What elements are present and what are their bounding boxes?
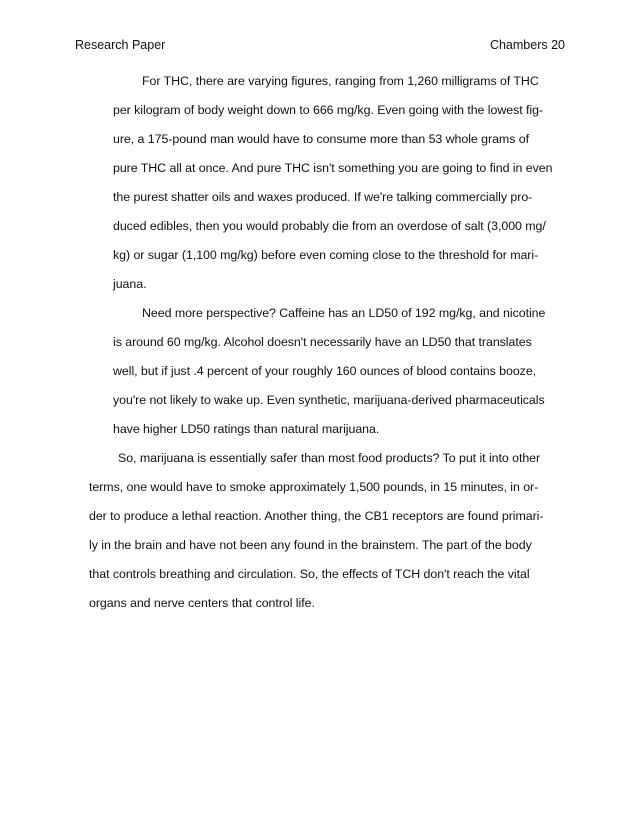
text-line: juana. bbox=[113, 277, 147, 291]
text-line: the purest shatter oils and waxes produced. If we're talking commercially pro- bbox=[113, 190, 533, 204]
text-line: der to produce a lethal reaction. Another thing, the CB1 receptors are found primari- bbox=[89, 509, 544, 523]
text-line: pure THC all at once. And pure THC isn't something you are going to find in even bbox=[113, 161, 553, 175]
text-line: have higher LD50 ratings than natural marijuana. bbox=[113, 422, 380, 436]
text-line: kg) or sugar (1,100 mg/kg) before even coming close to the threshold for mari- bbox=[113, 248, 539, 262]
text-line: For THC, there are varying figures, ranging from 1,260 milligrams of THC bbox=[142, 74, 539, 88]
text-line: ly in the brain and have not been any found in the brainstem. The part of the body bbox=[89, 538, 532, 552]
text-line: per kilogram of body weight down to 666 mg/kg. Even going with the lowest fig- bbox=[113, 103, 544, 117]
running-header-page: Chambers 20 bbox=[489, 38, 565, 52]
text-line: So, marijuana is essentially safer than most food products? To put it into other bbox=[118, 451, 541, 465]
text-line: you're not likely to wake up. Even synthetic, marijuana-derived pharmaceuticals bbox=[113, 393, 545, 407]
text-line: ure, a 175-pound man would have to consume more than 53 whole grams of bbox=[113, 132, 529, 146]
text-line: well, but if just .4 percent of your roughly 160 ounces of blood contains booze, bbox=[113, 364, 537, 378]
text-line: that controls breathing and circulation. So, the effects of TCH don't reach the vital bbox=[89, 567, 530, 581]
text-line: duced edibles, then you would probably die from an overdose of salt (3,000 mg/ bbox=[113, 219, 546, 233]
running-header-title: Research Paper bbox=[75, 38, 166, 52]
text-line: Need more perspective? Caffeine has an LD50 of 192 mg/kg, and nicotine bbox=[142, 306, 546, 320]
text-line: organs and nerve centers that control life. bbox=[89, 596, 315, 610]
text-line: is around 60 mg/kg. Alcohol doesn't necessarily have an LD50 that translates bbox=[113, 335, 532, 349]
text-line: terms, one would have to smoke approximately 1,500 pounds, in 15 minutes, in or- bbox=[89, 480, 539, 494]
